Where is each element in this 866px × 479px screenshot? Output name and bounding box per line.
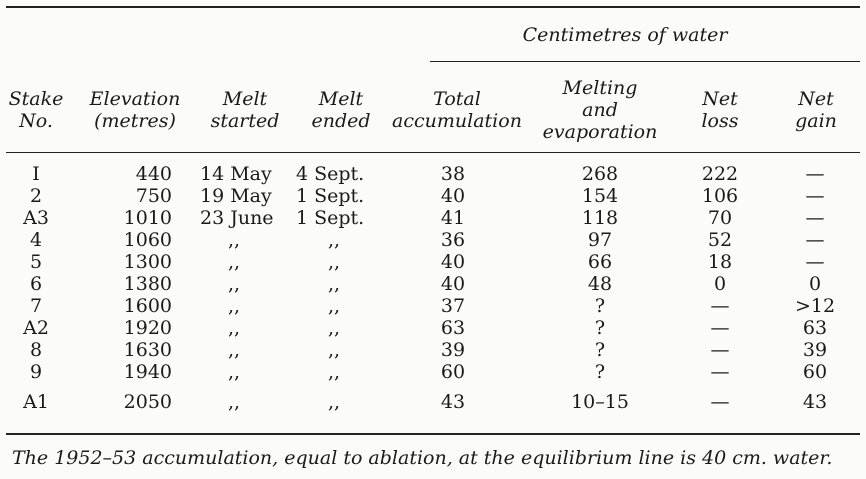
cell-melt-started: 23 June (200, 207, 274, 229)
cell-stake: 5 (29, 251, 43, 273)
header-line: Melt (318, 88, 364, 110)
cell-total-accumulation: 40 (440, 251, 466, 273)
cell-elevation: 1010 (123, 207, 172, 229)
header-line: (metres) (94, 110, 176, 132)
top-rule (6, 6, 860, 8)
cell-melt-started: ,, (228, 391, 241, 413)
cell-net-loss: 52 (707, 229, 733, 251)
table-row (0, 273, 866, 295)
cell-elevation: 1380 (123, 273, 172, 295)
cell-total-accumulation: 38 (440, 163, 466, 185)
cell-melting-evaporation: 10–15 (571, 391, 629, 413)
cell-net-gain: 63 (802, 317, 828, 339)
cell-melt-started: ,, (228, 251, 241, 273)
cell-melting-evaporation: ? (594, 317, 606, 339)
cell-stake: 9 (29, 361, 43, 383)
cell-melting-evaporation: 268 (581, 163, 619, 185)
cell-melt-started: ,, (228, 361, 241, 383)
header-line: No. (19, 110, 53, 132)
header-net-loss (680, 72, 760, 148)
cell-melt-started: ,, (228, 317, 241, 339)
cell-melt-ended: ,, (328, 273, 341, 295)
table-row (0, 251, 866, 273)
cell-total-accumulation: 36 (440, 229, 466, 251)
header-line: loss (701, 110, 739, 132)
header-line: evaporation (542, 121, 658, 143)
cell-elevation: 750 (135, 185, 172, 207)
header-line: accumulation (392, 110, 522, 132)
cell-net-gain: 43 (802, 391, 828, 413)
table-row (0, 317, 866, 339)
header-total-accumulation (390, 72, 524, 148)
bottom-rule (6, 433, 860, 435)
cell-stake: A3 (23, 207, 49, 229)
header-line: started (210, 110, 280, 132)
cell-elevation: 1300 (123, 251, 172, 273)
cell-total-accumulation: 60 (440, 361, 466, 383)
cell-melt-ended: 1 Sept. (296, 207, 365, 229)
cell-melting-evaporation: 48 (587, 273, 613, 295)
table-row (0, 339, 866, 361)
cell-melt-started: ,, (228, 295, 241, 317)
cell-elevation: 440 (135, 163, 172, 185)
header-line: Elevation (89, 88, 181, 110)
cell-melt-ended: 4 Sept. (296, 163, 365, 185)
cell-melt-started: ,, (228, 273, 241, 295)
cell-elevation: 1920 (123, 317, 172, 339)
header-line: ended (311, 110, 371, 132)
cell-stake: 7 (29, 295, 43, 317)
cell-net-gain: — (805, 185, 825, 207)
cell-net-gain: — (805, 251, 825, 273)
cell-net-loss: 18 (707, 251, 733, 273)
cell-melting-evaporation: 154 (581, 185, 619, 207)
cell-melting-evaporation: 118 (581, 207, 619, 229)
header-melt-started (200, 72, 290, 148)
cell-melt-ended: ,, (328, 317, 341, 339)
cell-elevation: 1630 (123, 339, 172, 361)
cell-melting-evaporation: ? (594, 361, 606, 383)
cell-net-gain: — (805, 207, 825, 229)
cell-net-gain: 60 (802, 361, 828, 383)
cell-melting-evaporation: 66 (587, 251, 613, 273)
header-elevation (80, 72, 190, 148)
cell-melt-ended: ,, (328, 391, 341, 413)
cell-net-loss: 70 (707, 207, 733, 229)
cell-total-accumulation: 43 (440, 391, 466, 413)
cell-net-loss: 222 (701, 163, 739, 185)
cell-total-accumulation: 40 (440, 273, 466, 295)
spanner-heading: Centimetres of water (522, 24, 728, 46)
spanner-rule (430, 61, 860, 62)
cell-net-loss: — (710, 317, 730, 339)
table-row (0, 163, 866, 185)
cell-melt-started: 19 May (200, 185, 272, 207)
header-line: and (582, 99, 618, 121)
header-melt-ended (296, 72, 386, 148)
header-rule (6, 152, 860, 153)
table-row (0, 391, 866, 413)
cell-elevation: 1600 (123, 295, 172, 317)
cell-net-gain: — (805, 163, 825, 185)
cell-elevation: 2050 (123, 391, 172, 413)
cell-total-accumulation: 39 (440, 339, 466, 361)
cell-net-loss: — (710, 295, 730, 317)
cell-elevation: 1940 (123, 361, 172, 383)
cell-melt-ended: 1 Sept. (296, 185, 365, 207)
cell-melt-ended: ,, (328, 361, 341, 383)
cell-net-loss: 0 (713, 273, 727, 295)
cell-melt-ended: ,, (328, 251, 341, 273)
table-row (0, 207, 866, 229)
table-row (0, 229, 866, 251)
cell-elevation: 1060 (123, 229, 172, 251)
cell-stake: 2 (29, 185, 43, 207)
header-melting-evaporation (536, 72, 664, 148)
cell-net-loss: — (710, 339, 730, 361)
cell-melting-evaporation: ? (594, 339, 606, 361)
cell-net-loss: 106 (701, 185, 739, 207)
header-line: Stake (8, 88, 64, 110)
cell-total-accumulation: 37 (440, 295, 466, 317)
cell-melt-started: 14 May (200, 163, 272, 185)
cell-net-loss: — (710, 361, 730, 383)
cell-net-loss: — (710, 391, 730, 413)
header-stake (6, 72, 66, 148)
cell-stake: A1 (23, 391, 49, 413)
table-row (0, 295, 866, 317)
cell-melt-ended: ,, (328, 229, 341, 251)
cell-melt-ended: ,, (328, 295, 341, 317)
cell-net-gain: 0 (808, 273, 822, 295)
cell-stake: 4 (29, 229, 43, 251)
cell-net-gain: — (805, 229, 825, 251)
cell-stake: A2 (23, 317, 49, 339)
table-row (0, 361, 866, 383)
cell-melt-ended: ,, (328, 339, 341, 361)
header-line: Total (433, 88, 481, 110)
cell-stake: 6 (29, 273, 43, 295)
table-row (0, 185, 866, 207)
cell-stake: 8 (29, 339, 43, 361)
header-net-gain (776, 72, 856, 148)
cell-stake: I (32, 163, 40, 185)
table-footnote: The 1952–53 accumulation, equal to ablation, at the equilibrium line is 40 cm. water. (12, 447, 833, 469)
cell-total-accumulation: 63 (440, 317, 466, 339)
header-line: Net (702, 88, 738, 110)
cell-total-accumulation: 41 (440, 207, 466, 229)
header-line: Net (798, 88, 834, 110)
cell-melting-evaporation: ? (594, 295, 606, 317)
header-line: Melt (222, 88, 268, 110)
cell-total-accumulation: 40 (440, 185, 466, 207)
cell-melting-evaporation: 97 (587, 229, 613, 251)
cell-net-gain: 39 (802, 339, 828, 361)
header-line: gain (795, 110, 837, 132)
header-line: Melting (562, 77, 638, 99)
cell-net-gain: >12 (794, 295, 836, 317)
cell-melt-started: ,, (228, 339, 241, 361)
cell-melt-started: ,, (228, 229, 241, 251)
